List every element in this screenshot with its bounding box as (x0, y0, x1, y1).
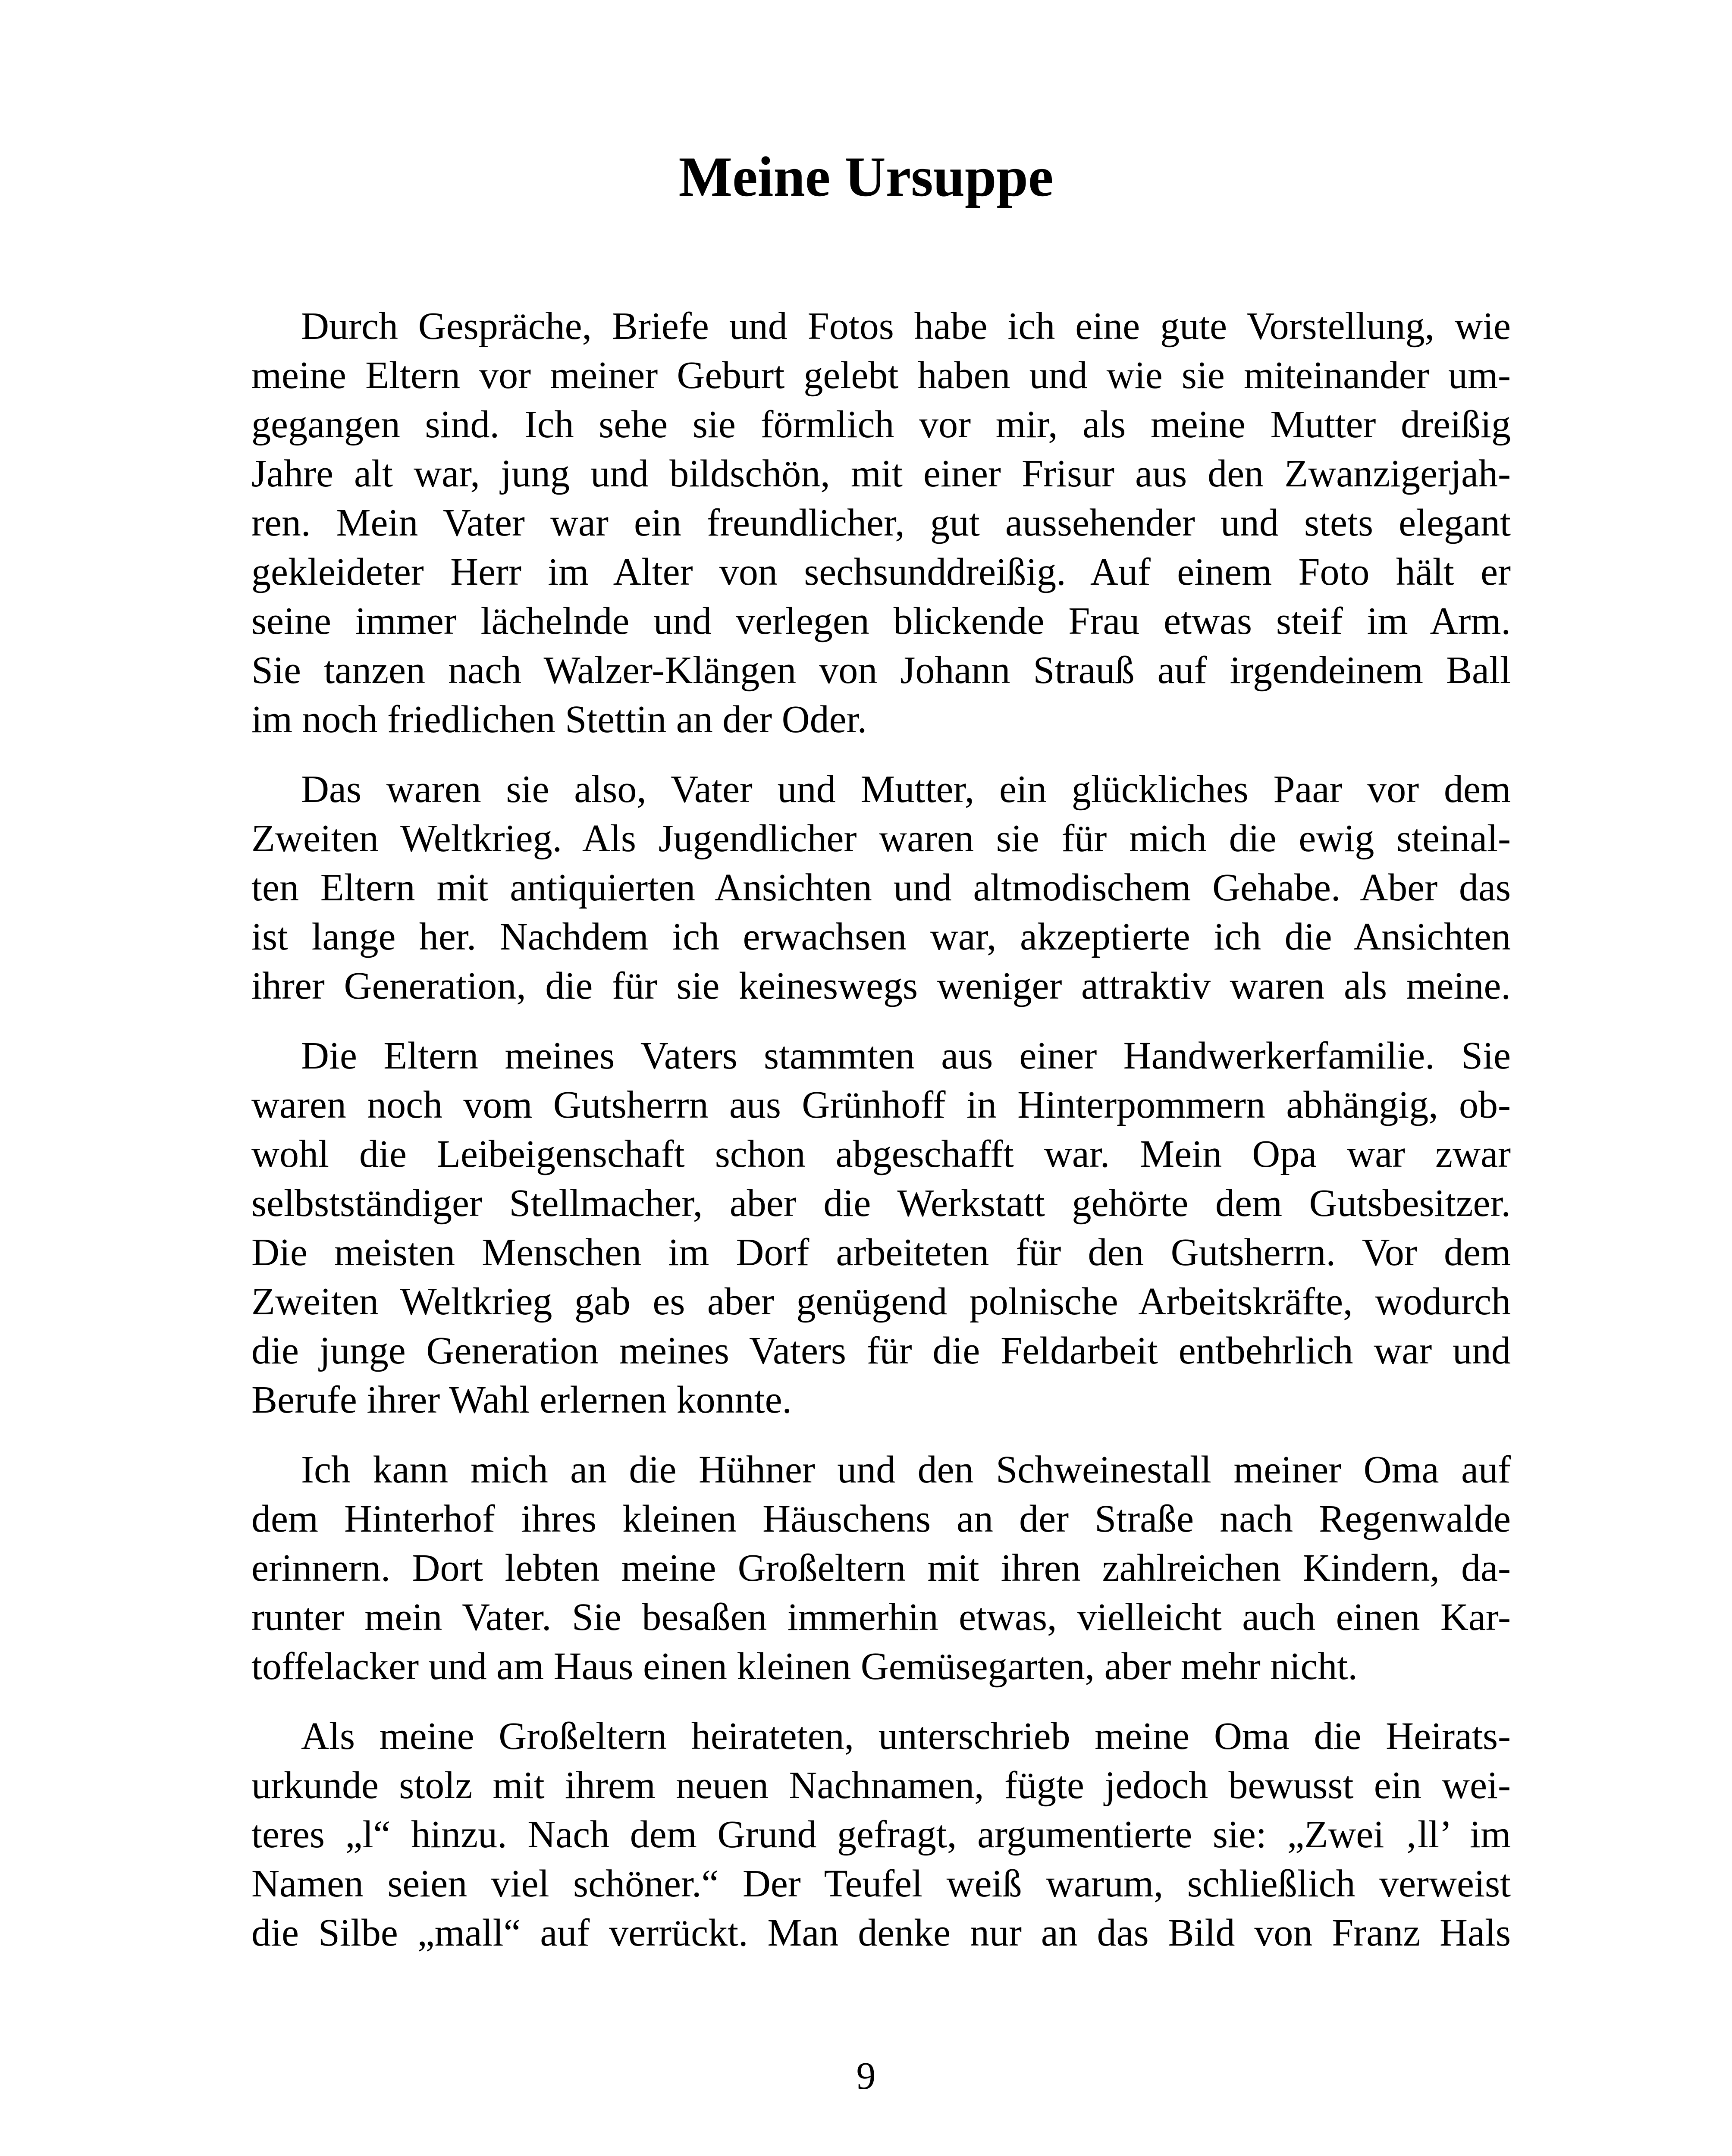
text-line: Durch Gespräche, Briefe und Fotos habe ich eine gute Vorstellung, wie (301, 305, 1511, 348)
text-line: Als meine Großeltern heirateten, unterschrieb meine Oma die Heirats- (301, 1715, 1511, 1758)
paragraph (251, 765, 1511, 1011)
text-line: Das waren sie also, Vater und Mutter, ein glückliches Paar vor dem (301, 768, 1511, 811)
text-line: runter mein Vater. Sie besaßen immerhin etwas, vielleicht auch einen Kar- (251, 1596, 1511, 1639)
text-line: waren noch vom Gutsherrn aus Grünhoff in Hinterpommern abhängig, ob- (251, 1084, 1511, 1126)
text-line: Zweiten Weltkrieg. Als Jugendlicher waren sie für mich die ewig steinal- (251, 817, 1511, 860)
text-line: die junge Generation meines Vaters für die Feldarbeit entbehrlich war und (251, 1329, 1511, 1372)
text-line: dem Hinterhof ihres kleinen Häuschens an der Straße nach Regenwalde (251, 1498, 1511, 1540)
text-line: im noch friedlichen Stettin an der Oder. (251, 698, 867, 741)
text-line: selbstständiger Stellmacher, aber die Werkstatt gehörte dem Gutsbesitzer. (251, 1182, 1511, 1225)
text-line: Zweiten Weltkrieg gab es aber genügend polnische Arbeitskräfte, wodurch (251, 1280, 1511, 1323)
text-line: ten Eltern mit antiquierten Ansichten und altmodischem Gehabe. Aber das (251, 866, 1511, 909)
paragraph (251, 1031, 1511, 1425)
paragraph (251, 1712, 1511, 1958)
text-line: Die Eltern meines Vaters stammten aus einer Handwerkerfamilie. Sie (301, 1034, 1511, 1077)
text-line: die Silbe „mall“ auf verrückt. Man denke nur an das Bild von Franz Hals (251, 1912, 1511, 1954)
text-line: toffelacker und am Haus einen kleinen Gemüsegarten, aber mehr nicht. (251, 1645, 1358, 1688)
text-line: ist lange her. Nachdem ich erwachsen war, akzeptierte ich die Ansichten (251, 915, 1511, 958)
text-line: Sie tanzen nach Walzer-Klängen von Johann Strauß auf irgendeinem Ball (251, 649, 1511, 692)
text-line: gekleideter Herr im Alter von sechsunddreißig. Auf einem Foto hält er (251, 551, 1511, 593)
paragraph (251, 1445, 1511, 1691)
text-line: Namen seien viel schöner.“ Der Teufel weiß warum, schließlich verweist (251, 1862, 1511, 1905)
text-line: Jahre alt war, jung und bildschön, mit einer Frisur aus den Zwanzigerjah- (251, 452, 1511, 495)
text-line: ihrer Generation, die für sie keineswegs weniger attraktiv waren als meine. (251, 965, 1511, 1007)
text-line: Die meisten Menschen im Dorf arbeiteten für den Gutsherrn. Vor dem (251, 1231, 1511, 1274)
text-line: Berufe ihrer Wahl erlernen konnte. (251, 1379, 792, 1421)
text-line: urkunde stolz mit ihrem neuen Nachnamen, fügte jedoch bewusst ein wei- (251, 1764, 1511, 1807)
text-line: teres „l“ hinzu. Nach dem Grund gefragt, argumentierte sie: „Zwei ‚ll’ im (251, 1813, 1511, 1856)
text-line: meine Eltern vor meiner Geburt gelebt haben und wie sie miteinander um- (251, 354, 1511, 397)
text-line: erinnern. Dort lebten meine Großeltern mit ihren zahlreichen Kindern, da- (251, 1547, 1511, 1589)
text-line: wohl die Leibeigenschaft schon abgeschafft war. Mein Opa war zwar (251, 1133, 1511, 1175)
chapter-title: Meine Ursuppe (678, 145, 1054, 208)
paragraph (251, 302, 1511, 744)
text-line: gegangen sind. Ich sehe sie förmlich vor mir, als meine Mutter dreißig (251, 403, 1511, 446)
body-text (251, 302, 1511, 1978)
page-number: 9 (856, 2055, 876, 2097)
text-line: ren. Mein Vater war ein freundlicher, gut aussehender und stets elegant (251, 501, 1511, 544)
text-line: Ich kann mich an die Hühner und den Schweinestall meiner Oma auf (301, 1448, 1511, 1491)
text-line: seine immer lächelnde und verlegen blickende Frau etwas steif im Arm. (251, 600, 1511, 642)
